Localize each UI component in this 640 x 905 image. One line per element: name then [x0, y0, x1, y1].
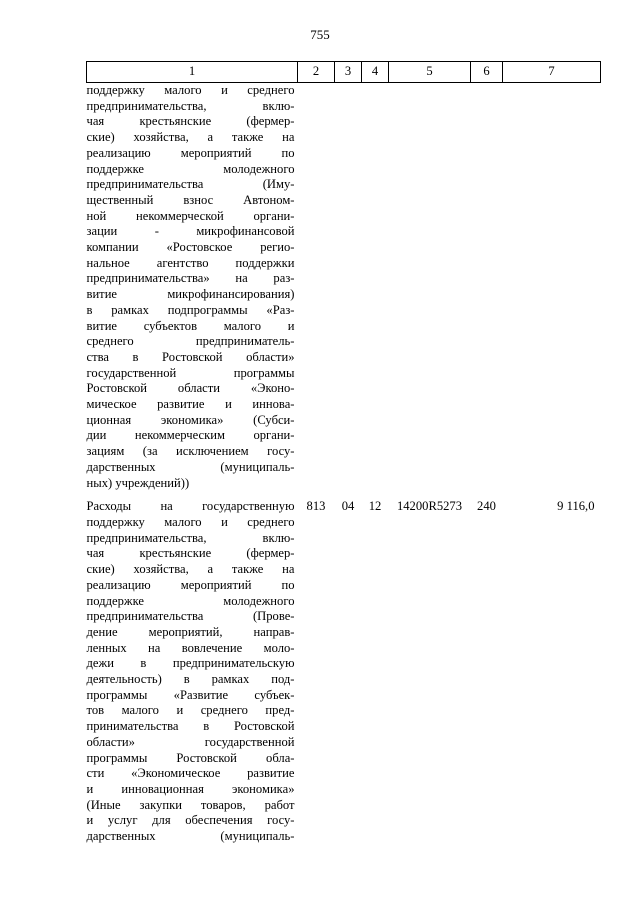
- description-line: ские) хозяйства, а также на: [86, 130, 295, 145]
- description-line: принимательства в Ростовской: [86, 719, 295, 734]
- column-header-1: 1: [87, 62, 298, 83]
- description-line: ские) хозяйства, а также на: [86, 562, 295, 577]
- description-line: в рамках подпрограммы «Раз-: [86, 302, 295, 317]
- description-line: предпринимательства, вклю-: [86, 530, 295, 545]
- cell-subsection: 12: [368, 499, 382, 514]
- description-line: поддержке молодежного: [86, 161, 295, 176]
- description-line: ленных на вовлечение моло-: [86, 640, 295, 655]
- cell-target-article: [389, 83, 471, 492]
- description-line: Ростовской области «Эконо-: [86, 381, 295, 396]
- description-line: предпринимательства» на раз-: [86, 271, 295, 286]
- budget-table: [86, 61, 601, 845]
- description-line: зациям (за исключением госу-: [86, 444, 295, 459]
- description-line: дарственных (муниципаль-: [86, 459, 295, 474]
- description-line: ства в Ростовской области»: [86, 349, 295, 364]
- table-row: [87, 83, 601, 492]
- cell-amount: 9 116,0: [557, 499, 595, 514]
- description-line: Расходы на государственную: [86, 499, 295, 514]
- column-header-7: 7: [503, 62, 601, 83]
- description-line: дарственных (муниципаль-: [86, 829, 295, 844]
- cell-expense-type: 240: [477, 499, 496, 514]
- description-line: поддержку малого и среднего: [86, 83, 295, 97]
- cell-expense-type: [471, 83, 503, 492]
- column-header-2: 2: [298, 62, 335, 83]
- column-header-5: 5: [389, 62, 471, 83]
- description-line: сти «Экономическое развитие: [86, 766, 295, 781]
- column-header-4: 4: [362, 62, 389, 83]
- page-number: 755: [310, 27, 330, 42]
- description-line: ных) учреждений)): [86, 475, 190, 490]
- description-line: дежи в предпринимательскую: [86, 656, 295, 671]
- description-line: тов малого и среднего пред-: [86, 703, 295, 718]
- cell-target-article: 14200R5273: [396, 499, 463, 514]
- description-line: нальное агентство поддержки: [86, 255, 295, 270]
- column-number-header: [87, 62, 601, 83]
- description-line: программы «Развитие субъек-: [86, 687, 295, 702]
- description-line: ной некоммерческой органи-: [86, 208, 295, 223]
- description-line: и инновационная экономика»: [86, 781, 295, 796]
- cell-section: [335, 83, 362, 492]
- description-line: зации - микрофинансовой: [86, 224, 295, 239]
- description-line: компании «Ростовское регио-: [86, 240, 295, 255]
- description-line: ционная экономика» (Субси-: [86, 412, 295, 427]
- column-header-3: 3: [335, 62, 362, 83]
- cell-section: 04: [341, 499, 355, 514]
- description-line: предпринимательства, вклю-: [86, 98, 295, 113]
- description-line: реализацию мероприятий по: [86, 577, 295, 592]
- row-description: [87, 83, 298, 492]
- description-line: дение мероприятий, направ-: [86, 624, 295, 639]
- cell-ministry-code: 813: [306, 499, 326, 514]
- description-line: предпринимательства (Иму-: [86, 177, 295, 192]
- table-row: [87, 499, 601, 844]
- description-line: предпринимательства (Прове-: [86, 609, 295, 624]
- description-line: области» государственной: [86, 734, 295, 749]
- description-line: государственной программы: [86, 365, 295, 380]
- cell-amount: [503, 83, 601, 492]
- cell-subsection: [362, 83, 389, 492]
- description-line: чая крестьянские (фермер-: [86, 114, 295, 129]
- description-line: витие микрофинансирования): [86, 287, 295, 302]
- description-line: поддержке молодежного: [86, 593, 295, 608]
- column-header-6: 6: [471, 62, 503, 83]
- description-line: и услуг для обеспечения госу-: [86, 813, 295, 828]
- row-spacer: [87, 491, 601, 499]
- cell-ministry-code: [298, 83, 335, 492]
- description-line: (Иные закупки товаров, работ: [86, 797, 295, 812]
- description-line: среднего предприниматель-: [86, 334, 295, 349]
- description-line: чая крестьянские (фермер-: [86, 546, 295, 561]
- row-description: [87, 499, 298, 844]
- description-line: щественный взнос Автоном-: [86, 192, 295, 207]
- description-line: программы Ростовской обла-: [86, 750, 295, 765]
- description-line: деятельность) в рамках под-: [86, 672, 295, 687]
- description-line: поддержку малого и среднего: [86, 514, 295, 529]
- description-line: мическое развитие и иннова-: [86, 397, 295, 412]
- description-line: дии некоммерческим органи-: [86, 428, 295, 443]
- description-line: витие субъектов малого и: [86, 318, 295, 333]
- description-line: реализацию мероприятий по: [86, 145, 295, 160]
